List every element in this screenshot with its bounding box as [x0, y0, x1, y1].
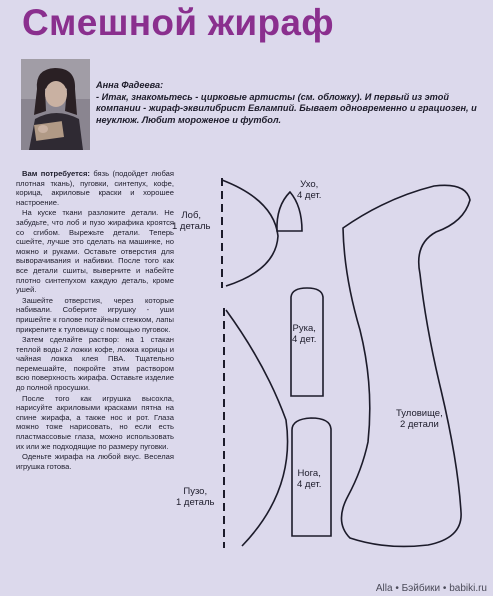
author-photo	[21, 59, 90, 150]
arm-label: Рука, 4 дет.	[292, 323, 317, 345]
body-label: Туловище, 2 детали	[396, 408, 443, 430]
instruction-paragraph: После того как игрушка высохла, нарисуйте акриловыми красками пятна на спине жирафа, а также нос и рот. Глаза можно тоже нарисовать, но если есть пластмассовые глаза, можно использовать их или же подходящие по размеру пуговки.	[16, 393, 174, 451]
author-name: Анна Фадеева:	[96, 80, 164, 90]
body-piece	[341, 185, 470, 546]
forehead-label: Лоб, 1 деталь	[172, 210, 211, 232]
instructions-text	[16, 169, 174, 472]
belly-piece	[226, 310, 288, 546]
author-intro	[96, 80, 481, 126]
instruction-paragraph: Затем сделайте раствор: на 1 стакан теплой воды 2 ложки кофе, ложка корицы и чайная ложка клея ПВА. Тщательно перемешайте, покройте этим раствором всю поверхность жирафа. Оставьте изделие до полной просушки.	[16, 335, 174, 393]
pattern-drawing	[166, 160, 493, 590]
materials-paragraph	[16, 169, 174, 207]
leg-label: Нога, 4 дет.	[297, 468, 322, 490]
forehead-piece	[222, 180, 278, 286]
materials-label: Вам потребуется:	[22, 169, 90, 178]
author-quote: - Итак, знакомьтесь - цирковые артисты (см. обложку). И первый из этой компании - жираф-эквилибрист Евлампий. Бывает одновременно и грациозен, и неуклюж. Любит мороженое и футбол.	[96, 91, 477, 125]
instruction-paragraph: Оденьте жирафа на любой вкус. Веселая игрушка готова.	[16, 452, 174, 471]
belly-label: Пузо, 1 деталь	[176, 486, 215, 508]
sewing-pattern	[166, 160, 493, 590]
ear-label: Ухо, 4 дет.	[297, 179, 322, 201]
materials-text: бязь (подойдет любая плотная ткань), пуговки, синтепух, кофе, корица, акриловые краски и хорошее настроение.	[16, 169, 175, 207]
watermark: Alla • Бэйбики • babiki.ru	[375, 583, 487, 594]
page-title: Смешной жираф	[22, 2, 334, 43]
instruction-paragraph: Зашейте отверстия, через которые набивали. Соберите игрушку - уши пришейте к голове потайным стежком, лапы прикрепите к туловищу с помощью пуговок.	[16, 295, 174, 334]
instruction-paragraph: На куске ткани разложите детали. Не забудьте, что лоб и пузо жирафика кроятся со сгибом. Вырежьте детали. Теперь сшейте, лучше это сделать на машинке, но можно и руками. Оставьте отверстия для выворачивания и набивки. После того как все детали сшиты, выверните и набейте плотно синтепухом каждую деталь, кроме ушей.	[16, 208, 174, 295]
